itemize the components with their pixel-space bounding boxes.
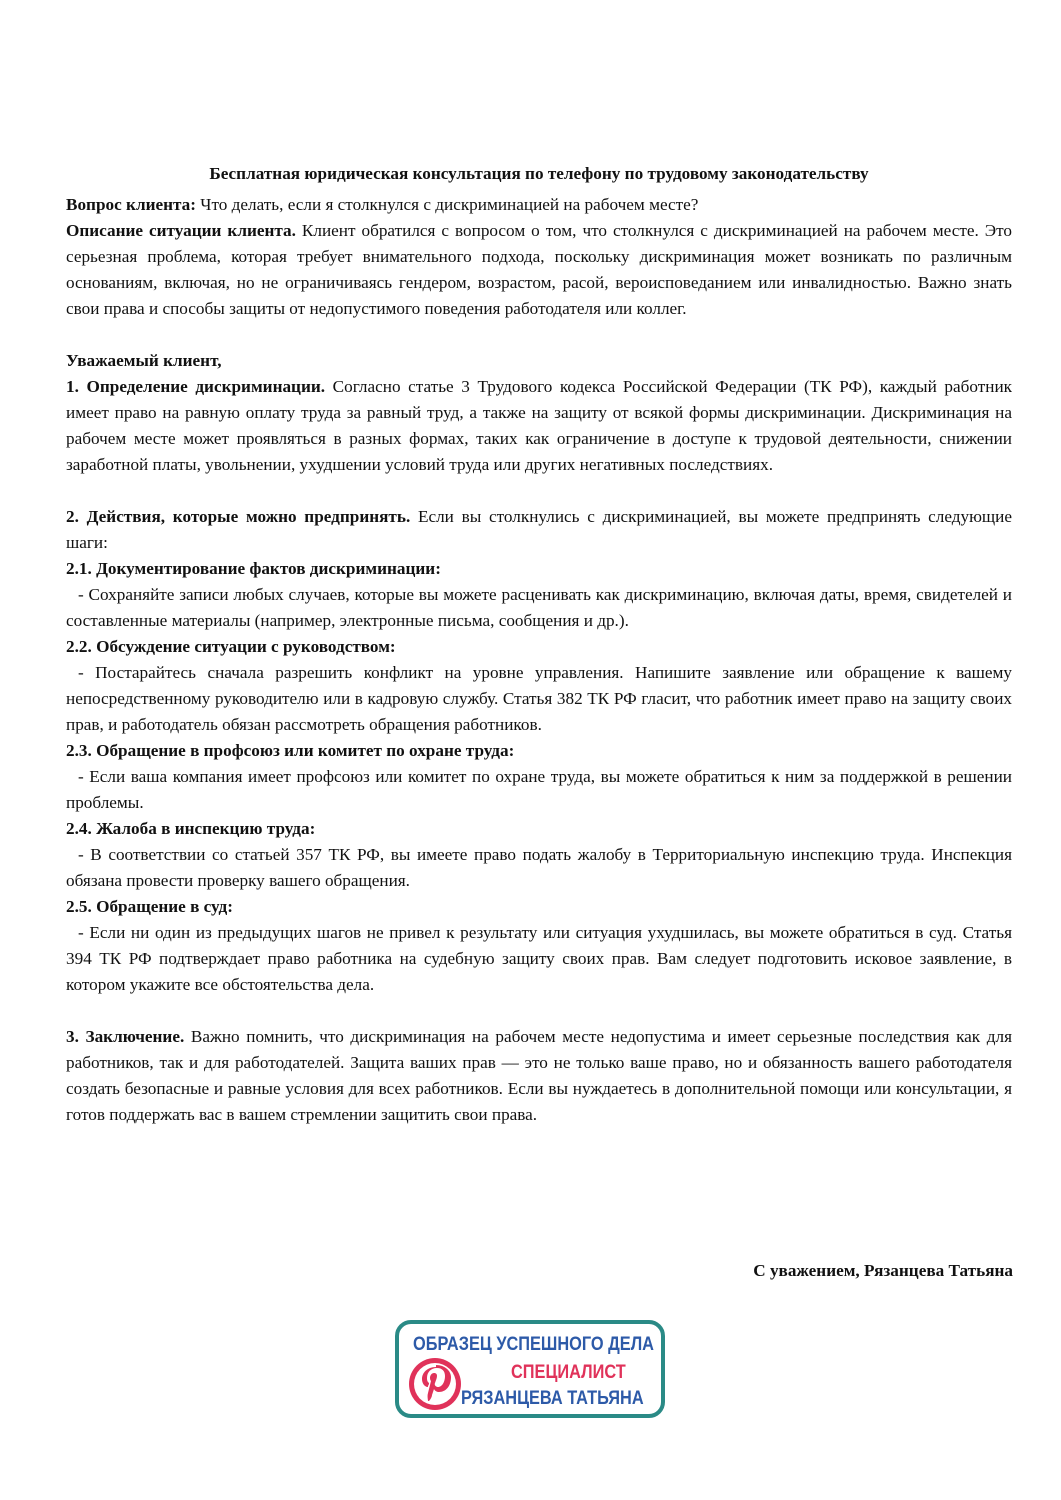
- section-3-text: Важно помнить, что дискриминация на рабочем месте недопустима и имеет серьезные последствия как для работников, так и для работодателей. Защита ваших прав — это не только ваше право, но и обязанность вашего работодателя создать безопасные и равные условия для всех работников. Если вы нуждаетесь в дополнительной помощи или консультации, я готов поддержать вас в вашем стремлении защитить свои права.: [66, 1027, 1012, 1124]
- spacer: [66, 478, 1012, 504]
- stamp-line-3: РЯЗАНЦЕВА ТАТЬЯНА: [461, 1388, 644, 1409]
- section-2: [66, 504, 1012, 556]
- section-2-text: Если вы столкнулись с дискриминацией, вы можете предпринять следующие шаги:: [66, 507, 1012, 552]
- step-2-1-heading: 2.1. Документирование фактов дискриминации:: [66, 559, 441, 578]
- client-question: [66, 192, 1012, 218]
- step-2-4-heading: 2.4. Жалоба в инспекцию труда:: [66, 819, 316, 838]
- client-situation: [66, 218, 1012, 322]
- step-2-3-heading: 2.3. Обращение в профсоюз или комитет по охране труда:: [66, 741, 515, 760]
- section-1-label: 1. Определение дискриминации.: [66, 377, 326, 396]
- step-2-1-text: - Сохраняйте записи любых случаев, которые вы можете расценивать как дискриминацию, включая даты, время, свидетелей и составленные материалы (например, электронные письма, сообщения и др.).: [66, 585, 1012, 630]
- step-2-2-heading: 2.2. Обсуждение ситуации с руководством:: [66, 637, 396, 656]
- section-3-label: 3. Заключение.: [66, 1027, 185, 1046]
- section-3: [66, 1024, 1012, 1128]
- situation-label: Описание ситуации клиента.: [66, 221, 296, 240]
- question-text: Что делать, если я столкнулся с дискриминацией на рабочем месте?: [196, 195, 699, 214]
- step-2-2-text: - Постарайтесь сначала разрешить конфликт на уровне управления. Напишите заявление или обращение к вашему непосредственному руководителю или в кадровую службу. Статья 382 ТК РФ гласит, что работник имеет право на защиту своих прав, и работодатель обязан рассмотреть обращения работников.: [66, 663, 1012, 734]
- document-title: Бесплатная юридическая консультация по телефону по трудовому законодательству: [209, 164, 869, 183]
- step-2-5-text: - Если ни один из предыдущих шагов не привел к результату или ситуация ухудшилась, вы можете обратиться в суд. Статья 394 ТК РФ подтверждает право работника на судебную защиту своих прав. Вам следует подготовить исковое заявление, в котором укажите все обстоятельства дела.: [66, 923, 1012, 994]
- step-2-5-heading: 2.5. Обращение в суд:: [66, 897, 233, 916]
- spacer: [66, 998, 1012, 1024]
- spacer: [66, 322, 1012, 348]
- signature: С уважением, Рязанцева Татьяна: [753, 1261, 1013, 1280]
- stamp-line-2: СПЕЦИАЛИСТ: [511, 1362, 626, 1383]
- section-1-text: Согласно статье 3 Трудового кодекса Российской Федерации (ТК РФ), каждый работник имеет право на равную оплату труда за равный труд, а также на защиту от всякой формы дискриминации. Дискриминация на рабочем месте может проявляться в разных формах, таких как ограничение в доступе к трудовой деятельности, снижении заработной платы, увольнении, ухудшении условий труда или других негативных последствиях.: [66, 377, 1012, 474]
- stamp-line-1: ОБРАЗЕЦ УСПЕШНОГО ДЕЛА: [413, 1334, 654, 1355]
- section-1: [66, 374, 1012, 478]
- situation-text: Клиент обратился с вопросом о том, что столкнулся с дискриминацией на рабочем месте. Это серьезная проблема, которая требует внимательного подхода, поскольку дискриминация может возникать по различным основаниям, включая, но не ограничиваясь гендером, возрастом, расой, вероисповеданием или инвалидностью. Важно знать свои права и способы защиты от недопустимого поведения работодателя или коллег.: [66, 221, 1013, 318]
- question-label: Вопрос клиента:: [66, 195, 196, 214]
- pinterest-icon: [407, 1356, 463, 1412]
- step-2-4-text: - В соответствии со статьей 357 ТК РФ, вы имеете право подать жалобу в Территориальную инспекцию труда. Инспекция обязана провести проверку вашего обращения.: [66, 845, 1012, 890]
- step-2-3-text: - Если ваша компания имеет профсоюз или комитет по охране труда, вы можете обратиться к ним за поддержкой в решении проблемы.: [66, 767, 1012, 812]
- success-stamp: [395, 1320, 665, 1418]
- greeting: Уважаемый клиент,: [66, 351, 222, 370]
- document-body: [66, 161, 1012, 1128]
- section-2-label: 2. Действия, которые можно предпринять.: [66, 507, 411, 526]
